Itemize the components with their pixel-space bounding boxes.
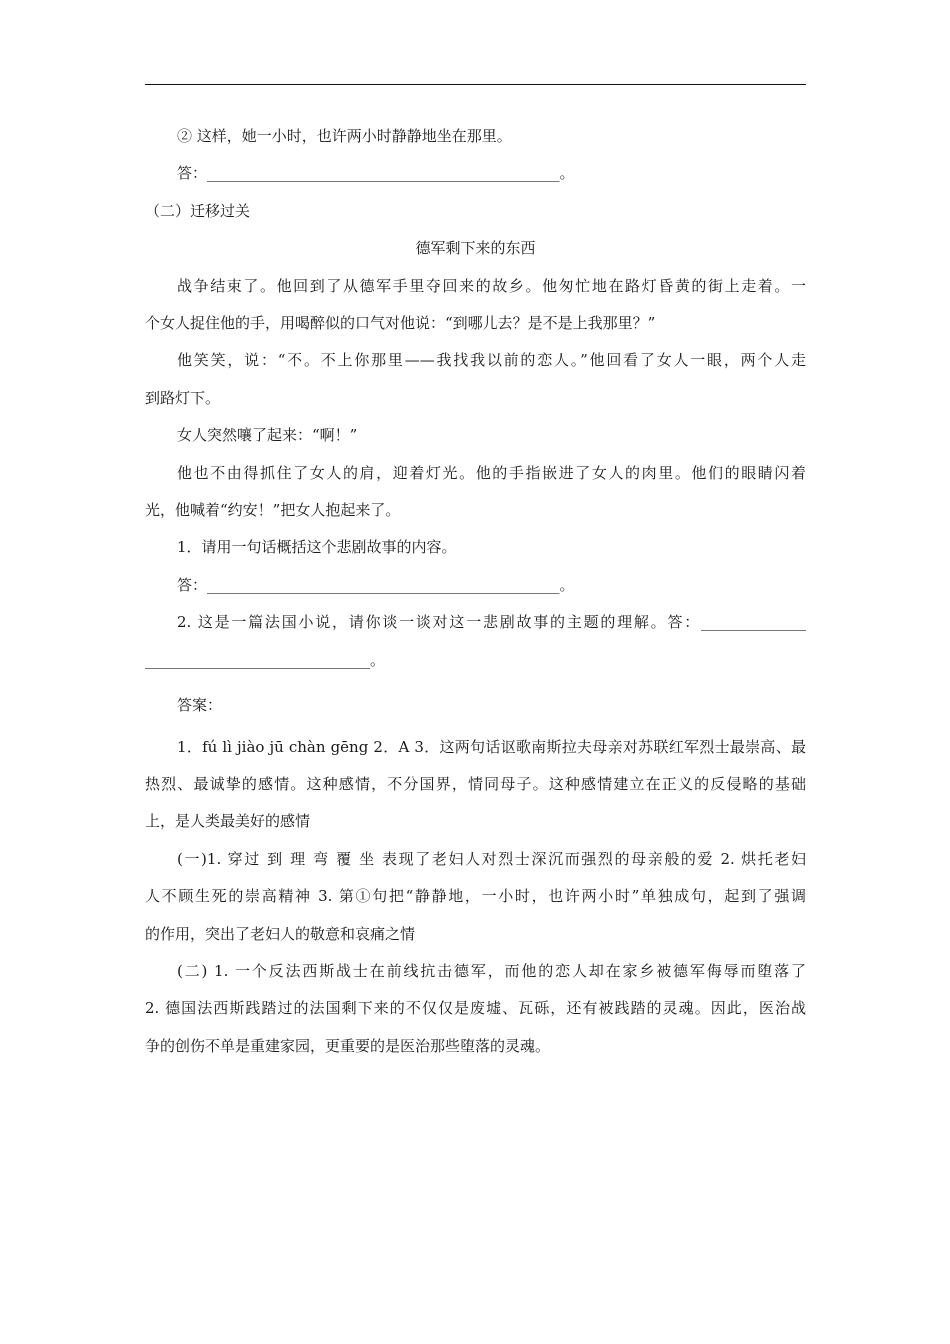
answer-line: 的作用，突出了老妇人的敬意和哀痛之情: [145, 924, 416, 943]
answer-line: (一)1. 穿过 到 理 弯 覆 坐 表现了老妇人对烈士深沉而强烈的母亲般的爱 2. 烘托老妇: [177, 849, 806, 868]
question-1: 1．请用一句话概括这个悲剧故事的内容。: [177, 538, 457, 557]
question-sentence-2: ② 这样，她一小时，也许两小时静静地坐在那里。: [177, 127, 512, 145]
answer-blank: 答：_______________________________________________。: [177, 575, 575, 594]
answer-line: (二) 1. 一个反法西斯战士在前线抗击德军，而他的恋人却在家乡被德军侮辱而堕落了: [177, 961, 806, 980]
story-paragraph-line: 他也不由得抓住了女人的肩，迎着灯光。他的手指嵌进了女人的肉里。他们的眼睛闪着: [177, 463, 806, 482]
answer-blank: 答：_______________________________________________。: [177, 164, 575, 183]
document-body: [145, 118, 806, 1065]
story-paragraph-line: 战争结束了。他回到了从德军手里夺回来的故乡。他匆忙地在路灯昏黄的街上走着。一: [177, 276, 806, 295]
answer-line: 争的创伤不单是重建家园，更重要的是医治那些堕落的灵魂。: [145, 1036, 551, 1055]
question-2: 2. 这是一篇法国小说，请你谈一谈对这一悲剧故事的主题的理解。答：______________: [177, 613, 806, 632]
answer-line: 1．fú lì jiào jū chàn gēng 2．A 3．这两句话讴歌南斯拉夫母亲对苏联红军烈士最崇高、最: [177, 737, 806, 756]
answer-line: 热烈、最诚挚的感情。这种感情，不分国界，情同母子。这种感情建立在正义的反侵略的基础: [145, 774, 806, 793]
section-heading: （二）迁移过关: [145, 201, 251, 220]
story-paragraph-line: 女人突然嚷了起来：“啊！”: [177, 426, 358, 445]
answer-line: 人不顾生死的崇高精神 3. 第①句把“静静地，一小时，也许两小时”单独成句，起到了强调: [145, 887, 806, 906]
story-paragraph-line: 他笑笑，说：“不。不上你那里——我找我以前的恋人。”他回看了女人一眼，两个人走: [177, 351, 806, 370]
story-paragraph-line: 光，他喊着“约安！”把女人抱起来了。: [145, 501, 401, 520]
story-title: 德军剩下来的东西: [415, 239, 536, 258]
answer-blank-continued: ______________________________。: [145, 650, 386, 669]
story-paragraph-line: 到路灯下。: [145, 388, 221, 407]
header-rule: [145, 84, 806, 85]
answer-line: 上，是人类最美好的感情: [145, 812, 311, 831]
answers-heading: 答案：: [177, 696, 223, 715]
answer-line: 2. 德国法西斯践踏过的法国剩下来的不仅仅是废墟、瓦砾，还有被践踏的灵魂。因此，医治战: [145, 999, 806, 1018]
story-paragraph-line: 个女人捉住他的手，用喝醉似的口气对他说：“到哪儿去？是不是上我那里？”: [145, 314, 656, 333]
